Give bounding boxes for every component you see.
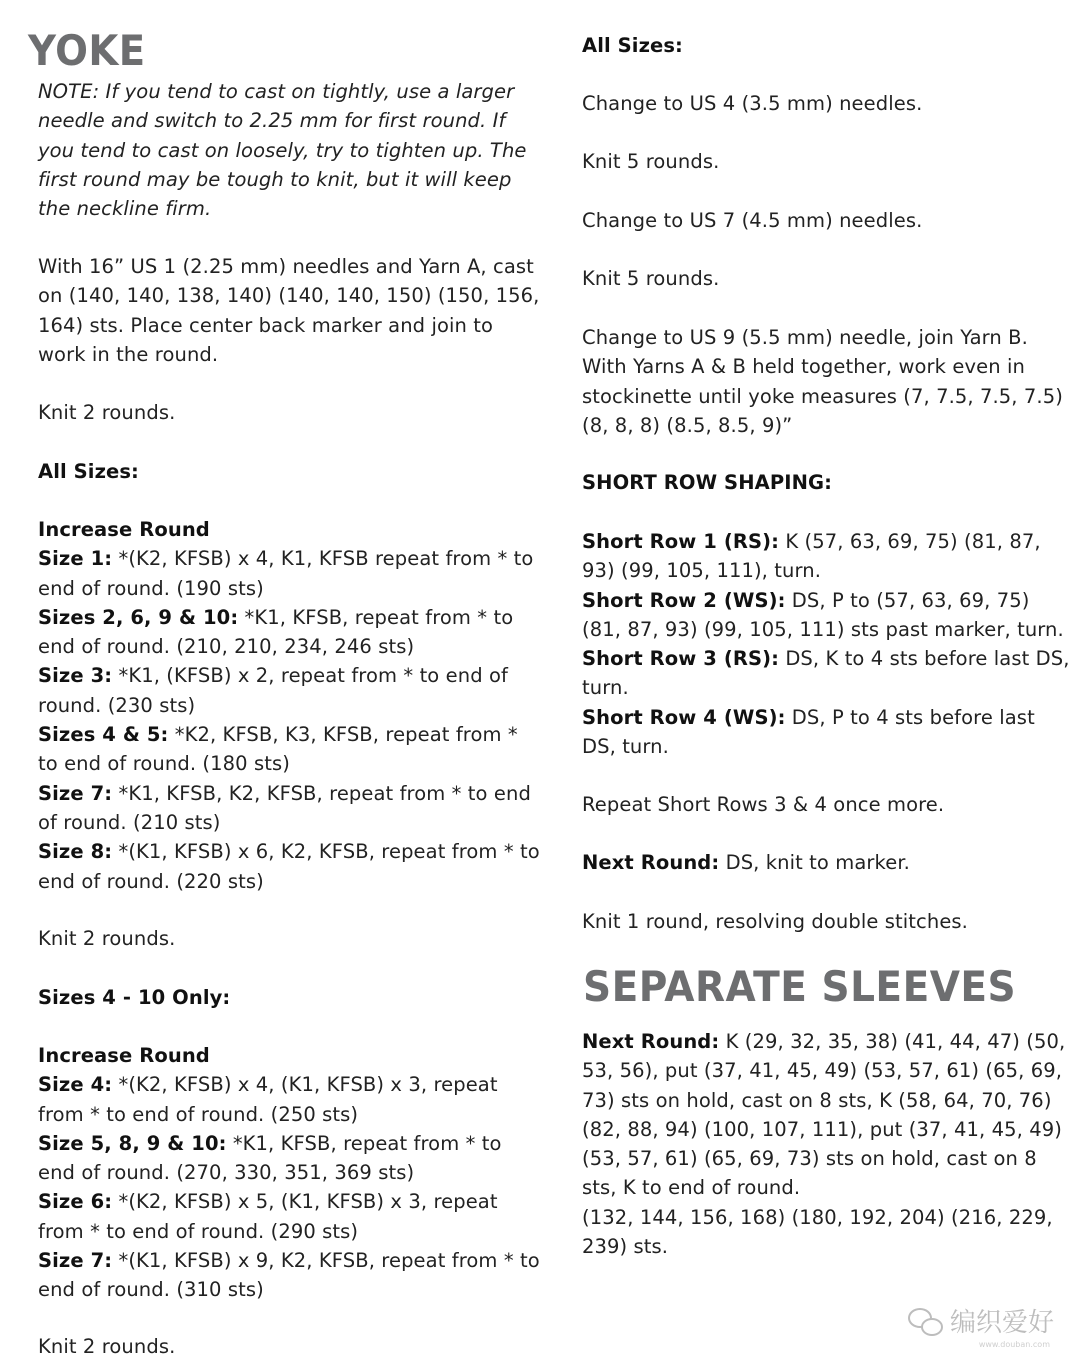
increase-round-2: [38, 1041, 543, 1305]
short-row-1: Short Row 1 (RS): K (57, 63, 69, 75) (81, 87, 93) (99, 105, 111), turn.: [582, 530, 1041, 583]
knit-1-round-line: Knit 1 round, resolving double stitches.: [582, 910, 968, 933]
increase-round-1-title: Increase Round: [38, 518, 210, 541]
size-8-line: Size 8: *(K1, KFSB) x 6, K2, KFSB, repeat from * to end of round. (220 sts): [38, 840, 540, 893]
short-row-shaping-heading: SHORT ROW SHAPING:: [582, 471, 832, 494]
short-row-3: Short Row 3 (RS): DS, K to 4 sts before last DS, turn.: [582, 647, 1070, 700]
change-us9-paragraph: Change to US 9 (5.5 mm) needle, join Yarn B. With Yarns A & B held together, work even in stockinette until yoke measures (7, 7.5, 7.5, 7.5) (8, 8, 8) (8.5, 8.5, 9)”: [582, 326, 1063, 437]
knit-2-rounds-a: Knit 2 rounds.: [38, 401, 176, 424]
watermark: [908, 1302, 1054, 1339]
size-3-line: Size 3: *K1, (KFSB) x 2, repeat from * to end of round. (230 sts): [38, 664, 508, 717]
size-1-line: Size 1: *(K2, KFSB) x 4, K1, KFSB repeat from * to end of round. (190 sts): [38, 547, 534, 600]
change-us4-line: Change to US 4 (3.5 mm) needles.: [582, 92, 923, 115]
size-7-line: Size 7: *K1, KFSB, K2, KFSB, repeat from * to end of round. (210 sts): [38, 781, 531, 834]
size-4-line: Size 4: *(K2, KFSB) x 4, (K1, KFSB) x 3, repeat from * to end of round. (250 sts): [38, 1073, 498, 1126]
increase-round-1: [38, 515, 543, 896]
size-7-line-b: Size 7: *(K1, KFSB) x 9, K2, KFSB, repeat from * to end of round. (310 sts): [38, 1249, 540, 1302]
sizes-2-6-9-10-line: Sizes 2, 6, 9 & 10: *K1, KFSB, repeat from * to end of round. (210, 210, 234, 246 sts): [38, 605, 514, 659]
next-round-2-paragraph: Next Round: K (29, 32, 35, 38) (41, 44, 47) (50, 53, 56), put (37, 41, 45, 49) (53, 57, 61) (65, 69, 73) sts on hold, cast on 8 sts, K (58, 64, 70, 76) (82, 88, 94) (100, 107, 111), put (37, 41, 45, 49) (53, 57, 61) (65, 69, 73) sts on hold, cast on 8 sts, K to end of round.: [582, 1030, 1066, 1200]
all-sizes-label: All Sizes:: [38, 460, 139, 483]
separate-sleeves-heading: SEPARATE SLEEVES: [583, 962, 1017, 1011]
change-us7-line: Change to US 7 (4.5 mm) needles.: [582, 209, 923, 232]
yoke-heading: YOKE: [28, 26, 146, 75]
sizes-4-10-label: Sizes 4 - 10 Only:: [38, 986, 231, 1009]
watermark-subtext: www.douban.com: [978, 1340, 1050, 1349]
next-round-1-line: Next Round: DS, knit to marker.: [582, 851, 910, 874]
knit-2-rounds-b: Knit 2 rounds.: [38, 927, 176, 950]
knit-5-rounds-a: Knit 5 rounds.: [582, 150, 720, 173]
repeat-short-rows-line: Repeat Short Rows 3 & 4 once more.: [582, 793, 945, 816]
size-6-line: Size 6: *(K2, KFSB) x 5, (K1, KFSB) x 3, repeat from * to end of round. (290 sts): [38, 1190, 498, 1243]
increase-round-2-title: Increase Round: [38, 1044, 210, 1067]
all-sizes-label-right: All Sizes:: [582, 34, 683, 57]
short-row-2: Short Row 2 (WS): DS, P to (57, 63, 69, 75) (81, 87, 93) (99, 105, 111) sts past marker, turn.: [582, 588, 1064, 641]
stitch-count-line: (132, 144, 156, 168) (180, 192, 204) (216, 229, 239) sts.: [582, 1206, 1053, 1259]
short-row-4: Short Row 4 (WS): DS, P to 4 sts before last DS, turn.: [582, 705, 1035, 759]
knit-2-rounds-c: Knit 2 rounds.: [38, 1335, 176, 1358]
sizes-4-5-line: Sizes 4 & 5: *K2, KFSB, K3, KFSB, repeat from * to end of round. (180 sts): [38, 723, 518, 776]
short-rows-list: [582, 527, 1074, 761]
wechat-icon: [908, 1306, 942, 1336]
cast-on-paragraph: With 16” US 1 (2.25 mm) needles and Yarn A, cast on (140, 140, 138, 140) (140, 140, 150) (150, 156, 164) sts. Place center back marker and join to work in the round.: [38, 255, 540, 366]
watermark-text: 编织爱好: [949, 1308, 1054, 1338]
knit-5-rounds-b: Knit 5 rounds.: [582, 267, 720, 290]
note-paragraph: NOTE: If you tend to cast on tightly, use a larger needle and switch to 2.25 mm for first round. If you tend to cast on loosely, try to tighten up. The first round may be tough to knit, but it will keep the neckline firm.: [38, 80, 527, 221]
size-5-8-9-10-line: Size 5, 8, 9 & 10: *K1, KFSB, repeat from * to end of round. (270, 330, 351, 369 sts): [38, 1131, 502, 1185]
